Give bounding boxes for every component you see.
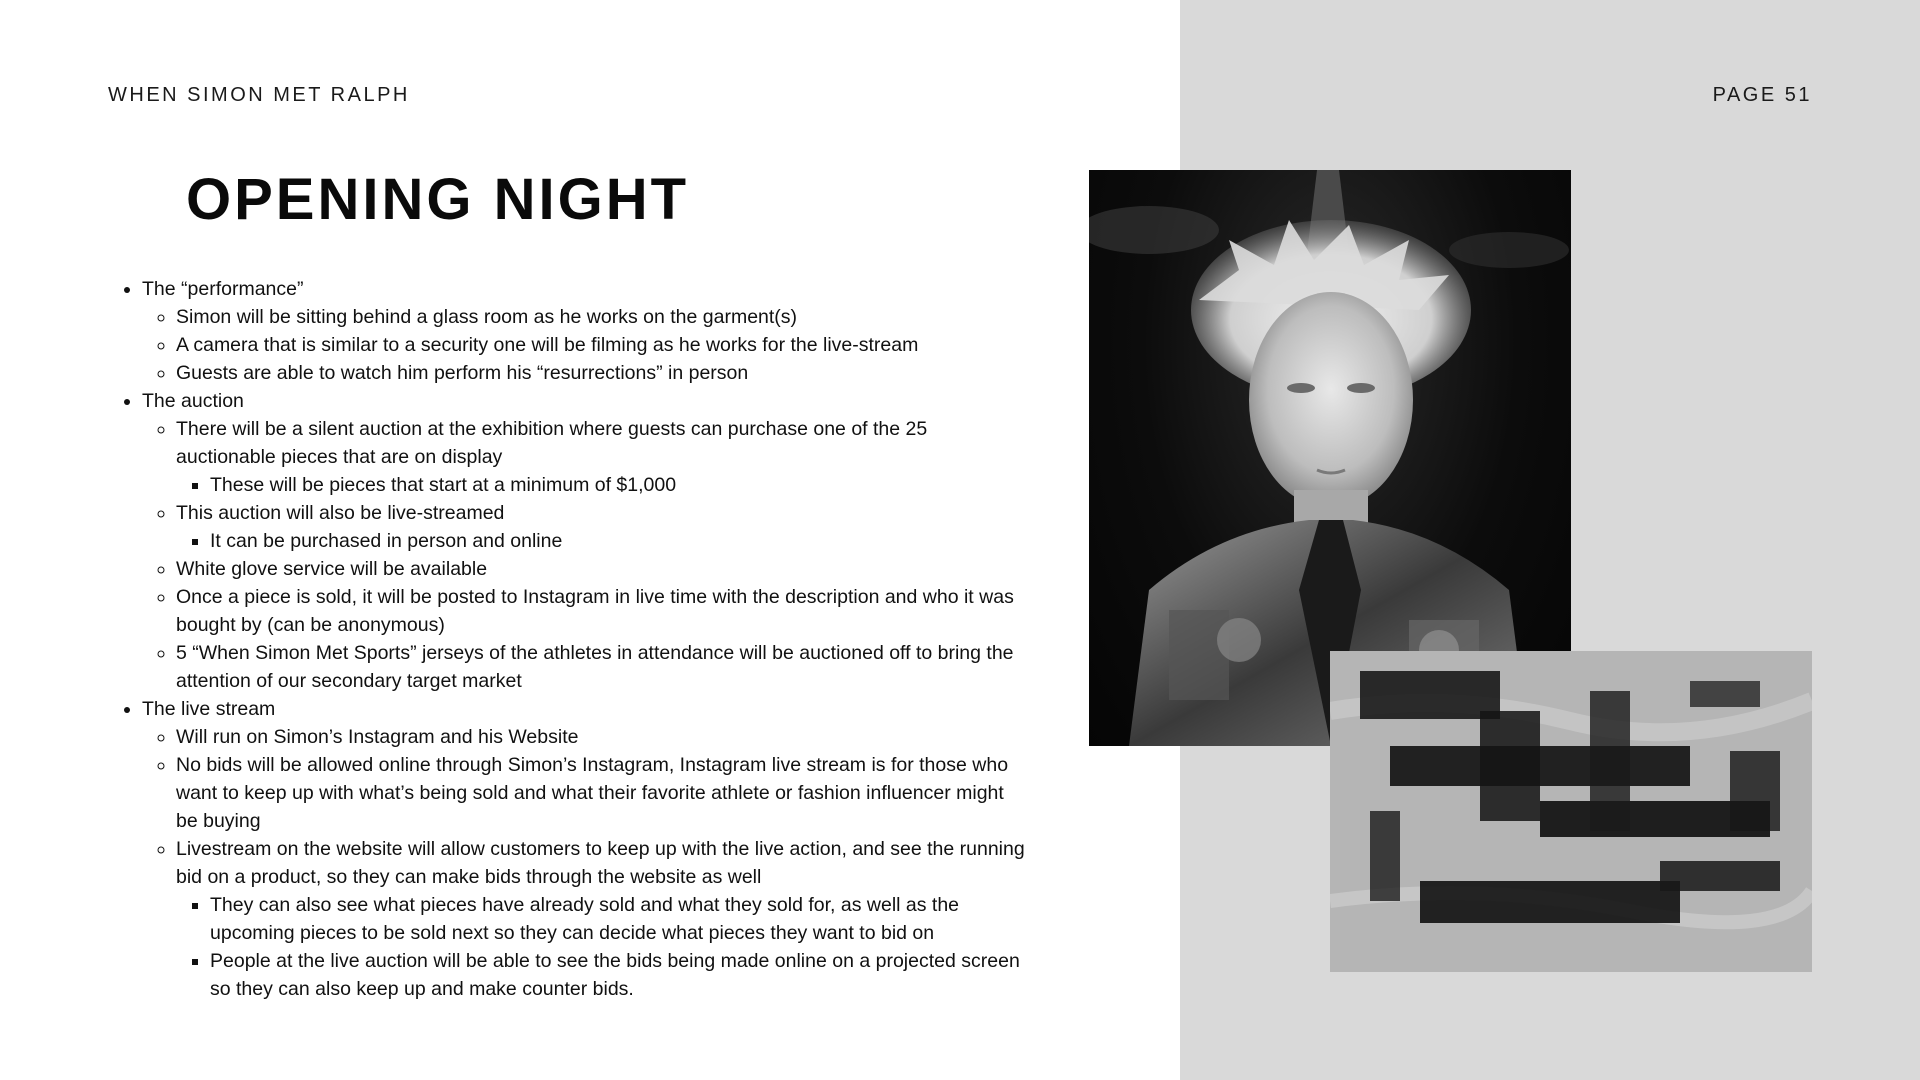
- abstract-art-illustration: [1330, 651, 1812, 972]
- list-item: ▪ It can be purchased in person and online: [210, 527, 1030, 555]
- list-item: ◦ Guests are able to watch him perform his “resurrections” in person: [176, 359, 1030, 387]
- list-item: [142, 695, 1030, 1003]
- bullet-text: There will be a silent auction at the exhibition where guests can purchase one of the 25 auctionable pieces that are on display: [176, 418, 928, 468]
- list-item: ◦ White glove service will be available: [176, 555, 1030, 583]
- bullet-text: The “performance”: [142, 278, 304, 300]
- page-title: OPENING NIGHT: [186, 167, 690, 232]
- list-item: [176, 835, 1030, 1003]
- list-item: [176, 499, 1030, 555]
- list-item: ◦ A camera that is similar to a security one will be filming as he works for the live-stream: [176, 331, 1030, 359]
- list-item: ▪ These will be pieces that start at a minimum of $1,000: [210, 471, 1030, 499]
- bullet-text: Livestream on the website will allow customers to keep up with the live action, and see the running bid on a product, so they can make bids through the website as well: [176, 838, 1025, 888]
- list-item: ◦ Will run on Simon’s Instagram and his Website: [176, 723, 1030, 751]
- bullet-text: The live stream: [142, 698, 276, 720]
- list-item: [142, 275, 1030, 387]
- page-number: PAGE 51: [1712, 84, 1812, 106]
- bullet-text: The auction: [142, 390, 244, 412]
- list-item: ◦ Once a piece is sold, it will be posted to Instagram in live time with the description and who it was bought by (can be anonymous): [176, 583, 1030, 639]
- deck-title: WHEN SIMON MET RALPH: [108, 84, 410, 106]
- bullet-list: [110, 275, 1030, 1003]
- bullet-content: [110, 275, 1030, 1003]
- list-item: ◦ 5 “When Simon Met Sports” jerseys of the athletes in attendance will be auctioned off to bring the attention of our secondary target market: [176, 639, 1030, 695]
- list-item: ◦ Simon will be sitting behind a glass room as he works on the garment(s): [176, 303, 1030, 331]
- list-item: ▪ People at the live auction will be able to see the bids being made online on a projected screen so they can also keep up and make counter bids.: [210, 947, 1030, 1003]
- bullet-text: This auction will also be live-streamed: [176, 502, 505, 524]
- abstract-art-photo: [1330, 651, 1812, 972]
- list-item: [176, 415, 1030, 499]
- list-item: ▪ They can also see what pieces have already sold and what they sold for, as well as the upcoming pieces to be sold next so they can decide what pieces they want to bid on: [210, 891, 1030, 947]
- list-item: [142, 387, 1030, 695]
- list-item: ◦ No bids will be allowed online through Simon’s Instagram, Instagram live stream is for those who want to keep up with what’s being sold and what their favorite athlete or fashion influencer might be buying: [176, 751, 1030, 835]
